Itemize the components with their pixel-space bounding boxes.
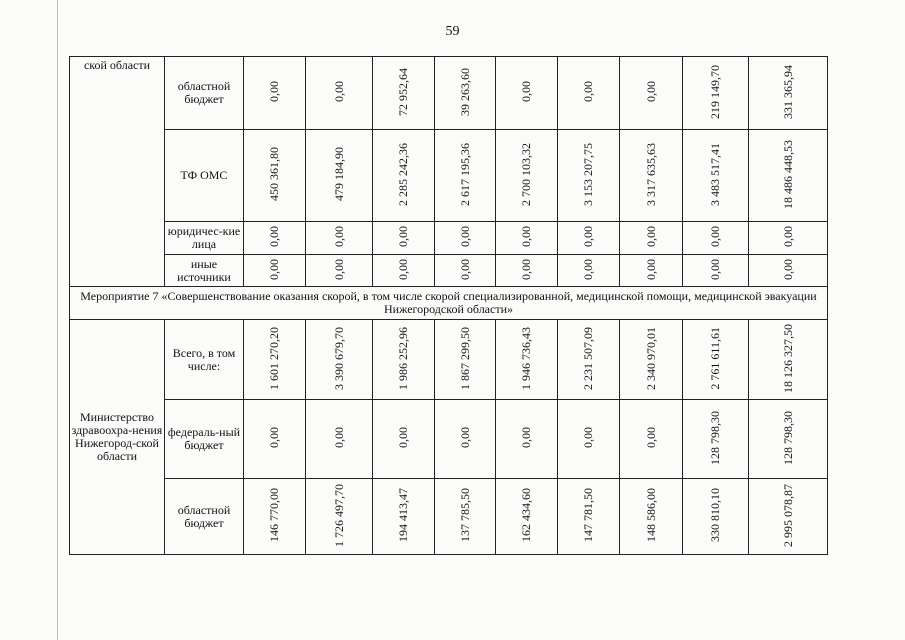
value-cell: [496, 255, 558, 287]
value-cell: [558, 479, 620, 555]
value-cell: [306, 57, 373, 130]
table-row: [70, 222, 828, 255]
value-text: 146 770,00: [267, 488, 281, 542]
value-text: 0,00: [267, 226, 281, 247]
value-cell: [244, 400, 306, 479]
value-text: 2 285 242,36: [396, 142, 410, 206]
value-cell: [373, 400, 435, 479]
funding-source: юридичес-кие лица: [165, 222, 244, 255]
value-text: 0,00: [267, 258, 281, 280]
value-cell: [435, 130, 496, 222]
value-text: 2 995 078,87: [780, 483, 795, 547]
table-row: [70, 400, 828, 479]
value-cell: [496, 130, 558, 222]
value-text: 0,00: [643, 226, 658, 247]
value-cell: [373, 57, 435, 130]
value-text: 128 798,30: [708, 410, 722, 465]
value-text: 0,00: [331, 258, 346, 280]
value-text: 0,00: [331, 226, 346, 247]
value-cell: [373, 222, 435, 255]
measure-title: Мероприятие 7 «Совершенствование оказания скорой, в том числе скорой специализированной, медицинской помощи, медицинской эвакуации Нижегородской области»: [70, 287, 828, 320]
value-text: 0,00: [708, 258, 722, 280]
page-number: 59: [445, 24, 460, 39]
value-text: 1 601 270,20: [267, 326, 281, 390]
value-cell: [435, 57, 496, 130]
value-cell: [558, 320, 620, 400]
value-text: 0,00: [581, 226, 595, 247]
value-text: 0,00: [780, 226, 795, 247]
value-text: 0,00: [331, 81, 346, 102]
value-text: 0,00: [780, 258, 795, 280]
value-text: 0,00: [457, 226, 472, 247]
value-text: 72 952,64: [396, 67, 410, 116]
value-text: 162 434,60: [519, 488, 533, 542]
table-row: [70, 479, 828, 555]
table-row: [70, 255, 828, 287]
value-text: 0,00: [519, 81, 533, 102]
value-text: 219 149,70: [708, 64, 722, 119]
table-row: [70, 320, 828, 400]
value-text: 2 340 970,01: [643, 326, 658, 390]
funding-source: Всего, в том числе:: [165, 320, 244, 400]
value-text: 128 798,30: [780, 410, 795, 465]
value-text: 0,00: [519, 258, 533, 280]
value-text: 0,00: [457, 427, 472, 448]
value-cell: [749, 479, 828, 555]
value-cell: [749, 57, 828, 130]
organization-cell: Министерство здравоохра-нения Нижегород-ской области: [70, 320, 165, 555]
value-cell: [306, 130, 373, 222]
value-cell: [435, 255, 496, 287]
value-text: 2 761 611,61: [708, 326, 722, 390]
table-row: [70, 57, 828, 130]
value-text: 330 810,10: [708, 488, 722, 542]
value-cell: [306, 320, 373, 400]
value-text: 0,00: [331, 427, 346, 448]
value-text: 0,00: [519, 226, 533, 247]
funding-source: областной бюджет: [165, 479, 244, 555]
value-cell: [306, 255, 373, 287]
value-text: 1 726 497,70: [331, 483, 346, 547]
value-cell: [244, 479, 306, 555]
value-cell: [496, 400, 558, 479]
measure-title-row: [70, 287, 828, 320]
value-text: 3 153 207,75: [581, 142, 595, 206]
value-cell: [558, 222, 620, 255]
value-cell: [683, 255, 749, 287]
value-text: 3 483 517,41: [708, 142, 722, 206]
value-text: 0,00: [267, 427, 281, 448]
value-text: 1 946 736,43: [519, 326, 533, 390]
value-text: 0,00: [396, 258, 410, 280]
value-cell: [496, 479, 558, 555]
value-cell: [620, 222, 683, 255]
value-text: 0,00: [267, 81, 281, 102]
value-cell: [435, 222, 496, 255]
value-cell: [749, 400, 828, 479]
value-cell: [683, 222, 749, 255]
value-cell: [683, 57, 749, 130]
value-cell: [620, 130, 683, 222]
value-text: 331 365,94: [780, 64, 795, 119]
budget-table: [69, 56, 828, 555]
value-cell: [373, 479, 435, 555]
value-text: 479 184,90: [331, 147, 346, 201]
value-cell: [435, 479, 496, 555]
value-text: 148 586,00: [643, 488, 658, 542]
funding-source: ТФ ОМС: [165, 130, 244, 222]
value-cell: [373, 320, 435, 400]
value-text: 0,00: [643, 81, 658, 102]
value-cell: [435, 400, 496, 479]
value-cell: [244, 57, 306, 130]
value-text: 1 986 252,96: [396, 326, 410, 390]
value-cell: [683, 479, 749, 555]
value-cell: [558, 130, 620, 222]
value-cell: [683, 400, 749, 479]
value-text: 18 126 327,50: [780, 323, 795, 393]
value-text: 0,00: [581, 427, 595, 448]
value-cell: [306, 222, 373, 255]
value-text: 3 317 635,63: [643, 142, 658, 206]
value-text: 2 700 103,32: [519, 142, 533, 206]
value-cell: [373, 255, 435, 287]
value-text: 147 781,50: [581, 488, 595, 542]
value-text: 0,00: [396, 427, 410, 448]
value-text: 137 785,50: [457, 488, 472, 542]
value-cell: [244, 255, 306, 287]
value-cell: [749, 255, 828, 287]
value-cell: [306, 400, 373, 479]
value-cell: [496, 320, 558, 400]
value-cell: [620, 479, 683, 555]
value-cell: [620, 255, 683, 287]
value-text: 0,00: [457, 258, 472, 280]
value-cell: [306, 479, 373, 555]
value-text: 0,00: [581, 258, 595, 280]
value-text: 0,00: [643, 427, 658, 448]
value-text: 2 231 507,09: [581, 326, 595, 390]
value-cell: [496, 222, 558, 255]
value-cell: [749, 222, 828, 255]
value-cell: [749, 130, 828, 222]
funding-source: иные источники: [165, 255, 244, 287]
value-cell: [558, 255, 620, 287]
value-cell: [496, 57, 558, 130]
value-cell: [683, 320, 749, 400]
value-text: 0,00: [708, 226, 722, 247]
value-text: 450 361,80: [267, 147, 281, 201]
value-cell: [373, 130, 435, 222]
value-cell: [749, 320, 828, 400]
value-text: 3 390 679,70: [331, 326, 346, 390]
table-body: [70, 57, 828, 555]
value-cell: [435, 320, 496, 400]
value-cell: [558, 57, 620, 130]
value-cell: [620, 57, 683, 130]
funding-source: федераль-ный бюджет: [165, 400, 244, 479]
value-cell: [620, 400, 683, 479]
value-text: 0,00: [519, 427, 533, 448]
funding-source: областной бюджет: [165, 57, 244, 130]
organization-cell: ской области: [70, 57, 165, 287]
value-cell: [558, 400, 620, 479]
value-text: 0,00: [581, 81, 595, 102]
value-text: 0,00: [396, 226, 410, 247]
value-text: 18 486 448,53: [780, 139, 795, 209]
value-cell: [244, 130, 306, 222]
value-cell: [244, 320, 306, 400]
value-text: 0,00: [643, 258, 658, 280]
value-text: 1 867 299,50: [457, 326, 472, 390]
value-text: 39 263,60: [457, 67, 472, 116]
table-row: [70, 130, 828, 222]
value-cell: [683, 130, 749, 222]
value-text: 2 617 195,36: [457, 142, 472, 206]
value-text: 194 413,47: [396, 488, 410, 542]
value-cell: [620, 320, 683, 400]
value-cell: [244, 222, 306, 255]
